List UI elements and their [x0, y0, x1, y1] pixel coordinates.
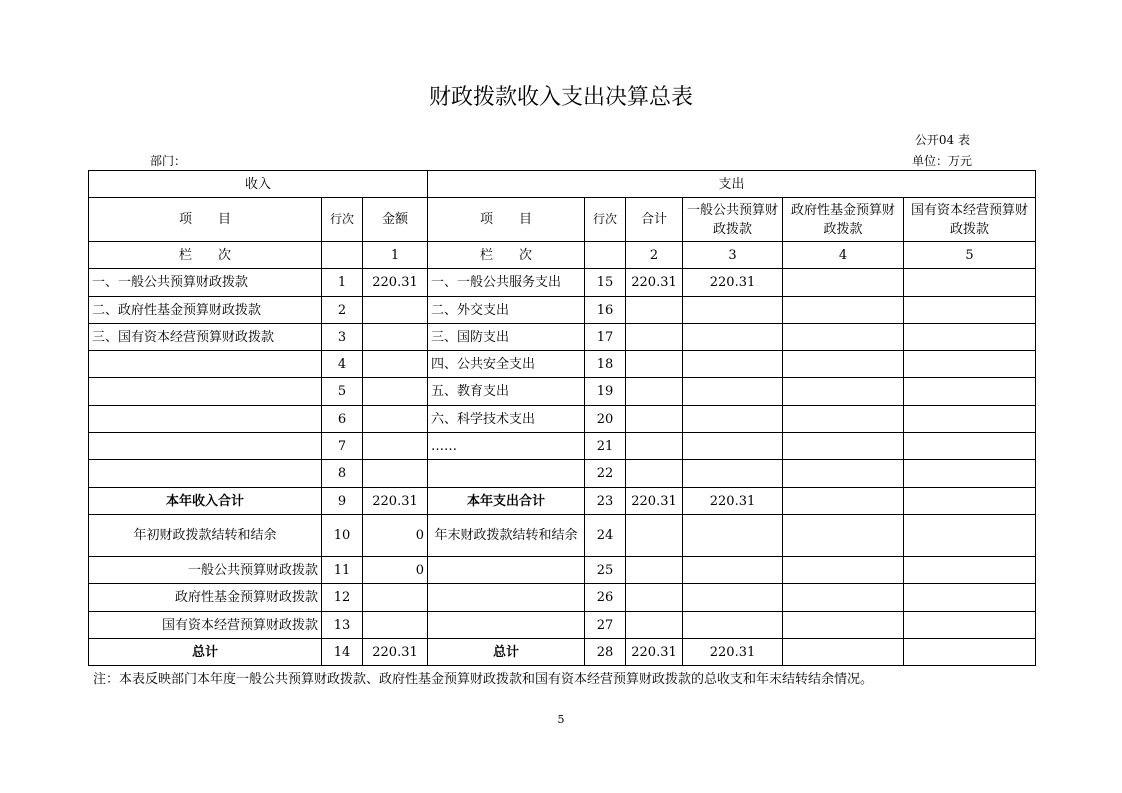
expense-total [626, 584, 683, 612]
expense-col-label: 栏 次 [428, 242, 585, 269]
expense-total [626, 406, 683, 433]
expense-item [428, 557, 585, 584]
gov-fund-amount [783, 351, 904, 378]
gov-fund-amount [783, 557, 904, 584]
expense-item: 总计 [428, 639, 585, 666]
state-capital-amount [904, 639, 1036, 666]
department-label: 部门： [150, 154, 187, 168]
income-amount [363, 433, 428, 460]
form-number: 公开04 表 [914, 133, 970, 147]
expense-total [626, 351, 683, 378]
expense-item: 本年支出合计 [428, 488, 585, 515]
income-amount [363, 324, 428, 351]
general-budget-amount: 220.31 [683, 488, 783, 515]
income-item: 二、政府性基金预算财政拨款 [89, 297, 322, 324]
expense-total [626, 460, 683, 488]
expense-total [626, 433, 683, 460]
gov-fund-amount [783, 488, 904, 515]
state-capital-header: 国有资本经营预算财政拨款 [904, 198, 1036, 242]
income-item: 本年收入合计 [89, 488, 322, 515]
expense-row-no-header: 行次 [585, 198, 626, 242]
income-amount: 220.31 [363, 269, 428, 297]
general-budget-header: 一般公共预算财政拨款 [683, 198, 783, 242]
general-budget-amount [683, 557, 783, 584]
expense-row-no: 23 [585, 488, 626, 515]
income-amount [363, 378, 428, 406]
general-budget-amount [683, 584, 783, 612]
gov-fund-amount [783, 460, 904, 488]
table-row [89, 378, 1036, 406]
state-capital-amount [904, 406, 1036, 433]
income-item-header: 项 目 [89, 198, 322, 242]
general-budget-amount [683, 351, 783, 378]
income-amount [363, 460, 428, 488]
income-header: 收入 [89, 171, 428, 198]
table-row [89, 557, 1036, 584]
state-capital-amount [904, 351, 1036, 378]
total-header: 合计 [626, 198, 683, 242]
table-row [89, 351, 1036, 378]
expense-item: 五、教育支出 [428, 378, 585, 406]
expense-row-no: 15 [585, 269, 626, 297]
expense-row-no: 24 [585, 515, 626, 557]
expense-item [428, 460, 585, 488]
income-row-no: 14 [322, 639, 363, 666]
income-item: 一般公共预算财政拨款 [89, 557, 322, 584]
expense-row-no: 18 [585, 351, 626, 378]
income-item [89, 433, 322, 460]
state-capital-amount [904, 515, 1036, 557]
income-row-no: 4 [322, 351, 363, 378]
income-amount [363, 297, 428, 324]
income-amount: 0 [363, 515, 428, 557]
expense-item: 二、外交支出 [428, 297, 585, 324]
income-item [89, 406, 322, 433]
col-number-1: 1 [363, 242, 428, 269]
income-item: 总计 [89, 639, 322, 666]
expense-row-no: 22 [585, 460, 626, 488]
income-row-no: 12 [322, 584, 363, 612]
gov-fund-amount [783, 584, 904, 612]
table-row [89, 639, 1036, 666]
expense-row-no: 27 [585, 612, 626, 639]
col-number-5: 5 [904, 242, 1036, 269]
income-amount [363, 584, 428, 612]
table-row [89, 269, 1036, 297]
gov-fund-amount [783, 612, 904, 639]
expense-item: 一、一般公共服务支出 [428, 269, 585, 297]
income-row-no: 6 [322, 406, 363, 433]
general-budget-amount [683, 378, 783, 406]
state-capital-amount [904, 378, 1036, 406]
income-row-no: 3 [322, 324, 363, 351]
table-row [89, 584, 1036, 612]
page-title: 财政拨款收入支出决算总表 [428, 85, 693, 110]
income-item: 国有资本经营预算财政拨款 [89, 612, 322, 639]
unit-label: 单位：万元 [911, 154, 972, 168]
state-capital-amount [904, 297, 1036, 324]
general-budget-amount [683, 297, 783, 324]
general-budget-amount: 220.31 [683, 639, 783, 666]
col-number-4: 4 [783, 242, 904, 269]
fiscal-appropriation-table [88, 170, 1036, 666]
table-row [89, 297, 1036, 324]
page-number: 5 [557, 713, 565, 726]
gov-fund-amount [783, 378, 904, 406]
expense-item: 四、公共安全支出 [428, 351, 585, 378]
expense-item [428, 584, 585, 612]
income-amount [363, 612, 428, 639]
state-capital-amount [904, 324, 1036, 351]
general-budget-amount [683, 460, 783, 488]
income-row-no: 5 [322, 378, 363, 406]
general-budget-amount [683, 612, 783, 639]
income-amount: 220.31 [363, 639, 428, 666]
table-row [89, 433, 1036, 460]
expense-total [626, 515, 683, 557]
income-col-label: 栏 次 [89, 242, 322, 269]
state-capital-amount [904, 269, 1036, 297]
empty-cell [322, 242, 363, 269]
col-number-3: 3 [683, 242, 783, 269]
expense-row-no: 25 [585, 557, 626, 584]
expense-item: 六、科学技术支出 [428, 406, 585, 433]
expense-item: 三、国防支出 [428, 324, 585, 351]
gov-fund-header: 政府性基金预算财政拨款 [783, 198, 904, 242]
income-item: 一、一般公共预算财政拨款 [89, 269, 322, 297]
state-capital-amount [904, 557, 1036, 584]
expense-row-no: 17 [585, 324, 626, 351]
expense-total: 220.31 [626, 269, 683, 297]
expense-total [626, 297, 683, 324]
gov-fund-amount [783, 639, 904, 666]
gov-fund-amount [783, 297, 904, 324]
gov-fund-amount [783, 324, 904, 351]
col-number-2: 2 [626, 242, 683, 269]
expense-item: 年末财政拨款结转和结余 [428, 515, 585, 557]
income-item: 政府性基金预算财政拨款 [89, 584, 322, 612]
empty-cell [585, 242, 626, 269]
expense-header: 支出 [428, 171, 1036, 198]
expense-total: 220.31 [626, 639, 683, 666]
table-row [89, 324, 1036, 351]
general-budget-amount [683, 433, 783, 460]
expense-item-header: 项 目 [428, 198, 585, 242]
income-amount [363, 406, 428, 433]
state-capital-amount [904, 460, 1036, 488]
gov-fund-amount [783, 515, 904, 557]
table-row [89, 612, 1036, 639]
expense-total [626, 557, 683, 584]
income-item: 三、国有资本经营预算财政拨款 [89, 324, 322, 351]
state-capital-amount [904, 433, 1036, 460]
income-row-no: 9 [322, 488, 363, 515]
table-row [89, 406, 1036, 433]
income-item [89, 351, 322, 378]
income-item [89, 378, 322, 406]
income-item: 年初财政拨款结转和结余 [89, 515, 322, 557]
income-row-no: 7 [322, 433, 363, 460]
table-row [89, 515, 1036, 557]
income-row-no: 13 [322, 612, 363, 639]
expense-row-no: 26 [585, 584, 626, 612]
general-budget-amount [683, 324, 783, 351]
income-amount: 220.31 [363, 488, 428, 515]
expense-item: …… [428, 433, 585, 460]
general-budget-amount: 220.31 [683, 269, 783, 297]
state-capital-amount [904, 612, 1036, 639]
expense-row-no: 16 [585, 297, 626, 324]
income-amount: 0 [363, 557, 428, 584]
gov-fund-amount [783, 269, 904, 297]
general-budget-amount [683, 406, 783, 433]
footnote: 注：本表反映部门本年度一般公共预算财政拨款、政府性基金预算财政拨款和国有资本经营预算财政拨款的总收支和年末结转结余情况。 [93, 672, 874, 687]
income-row-no: 2 [322, 297, 363, 324]
table-row [89, 460, 1036, 488]
amount-header: 金额 [363, 198, 428, 242]
income-amount [363, 351, 428, 378]
expense-row-no: 21 [585, 433, 626, 460]
expense-total [626, 612, 683, 639]
expense-total: 220.31 [626, 488, 683, 515]
general-budget-amount [683, 515, 783, 557]
gov-fund-amount [783, 406, 904, 433]
income-item [89, 460, 322, 488]
expense-item [428, 612, 585, 639]
table-row [89, 488, 1036, 515]
income-row-no: 8 [322, 460, 363, 488]
income-row-no: 1 [322, 269, 363, 297]
expense-total [626, 378, 683, 406]
income-row-no: 10 [322, 515, 363, 557]
income-row-no-header: 行次 [322, 198, 363, 242]
income-row-no: 11 [322, 557, 363, 584]
expense-total [626, 324, 683, 351]
expense-row-no: 28 [585, 639, 626, 666]
state-capital-amount [904, 488, 1036, 515]
expense-row-no: 20 [585, 406, 626, 433]
state-capital-amount [904, 584, 1036, 612]
expense-row-no: 19 [585, 378, 626, 406]
gov-fund-amount [783, 433, 904, 460]
